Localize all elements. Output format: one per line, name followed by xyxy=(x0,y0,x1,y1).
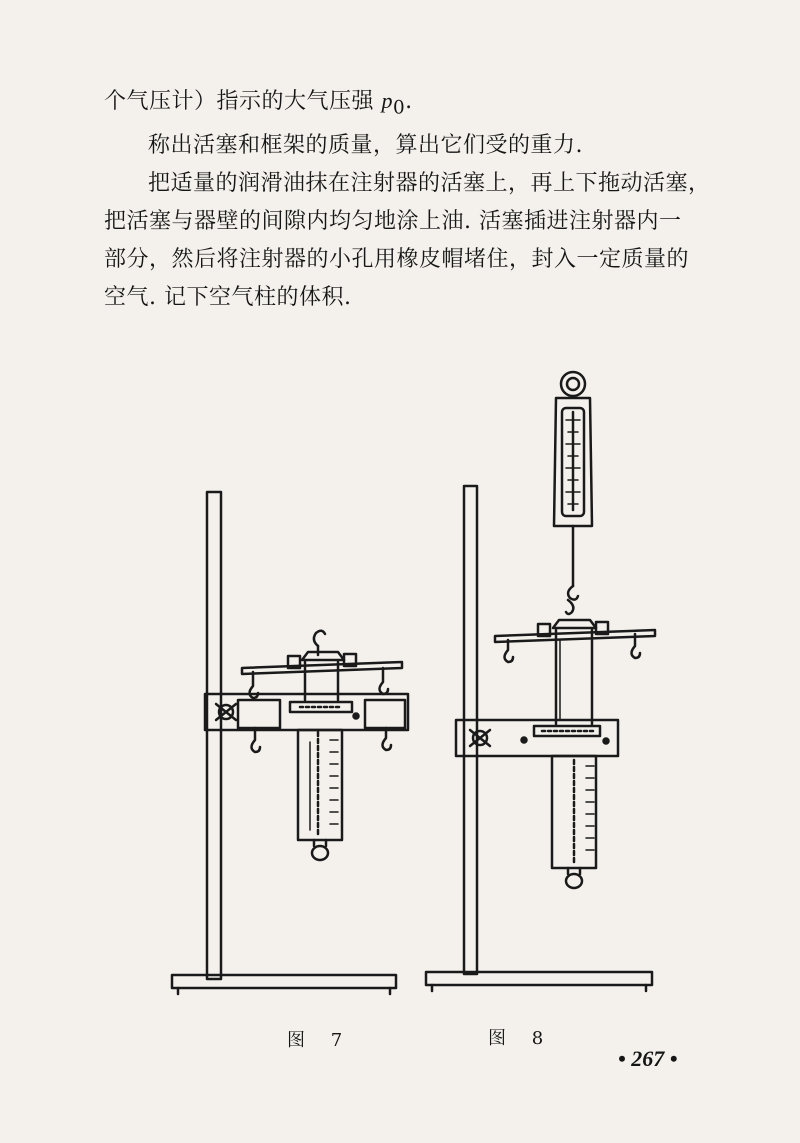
paragraph-lubricate-line-3: 部分，然后将注射器的小孔用橡皮帽堵住，封入一定质量的 xyxy=(104,247,690,273)
pressure-symbol: p xyxy=(381,88,393,113)
paragraph-lubricate-line-4: 空气. 记下空气柱的体积. xyxy=(104,285,352,311)
line-1-tail: . xyxy=(405,89,413,114)
paragraph-weigh: 称出活塞和框架的质量，算出它们受的重力. xyxy=(148,133,583,159)
page-number: • 267 • xyxy=(618,1046,678,1071)
paragraph-lubricate-line-2: 把活塞与器壁的间隙内均匀地涂上油. 活塞插进注射器内一 xyxy=(104,209,682,235)
figure-7-caption: 图 7 xyxy=(287,1030,353,1051)
figure-8-drawing xyxy=(426,372,655,991)
figure-8-caption: 图 8 xyxy=(488,1028,554,1049)
figure-7-drawing xyxy=(172,492,408,994)
line-1-text: 个气压计）指示的大气压强 xyxy=(104,89,382,114)
pressure-subscript: 0 xyxy=(393,97,406,119)
paragraph-lubricate-line-1: 把适量的润滑油抹在注射器的活塞上，再上下拖动活塞， xyxy=(148,171,711,197)
